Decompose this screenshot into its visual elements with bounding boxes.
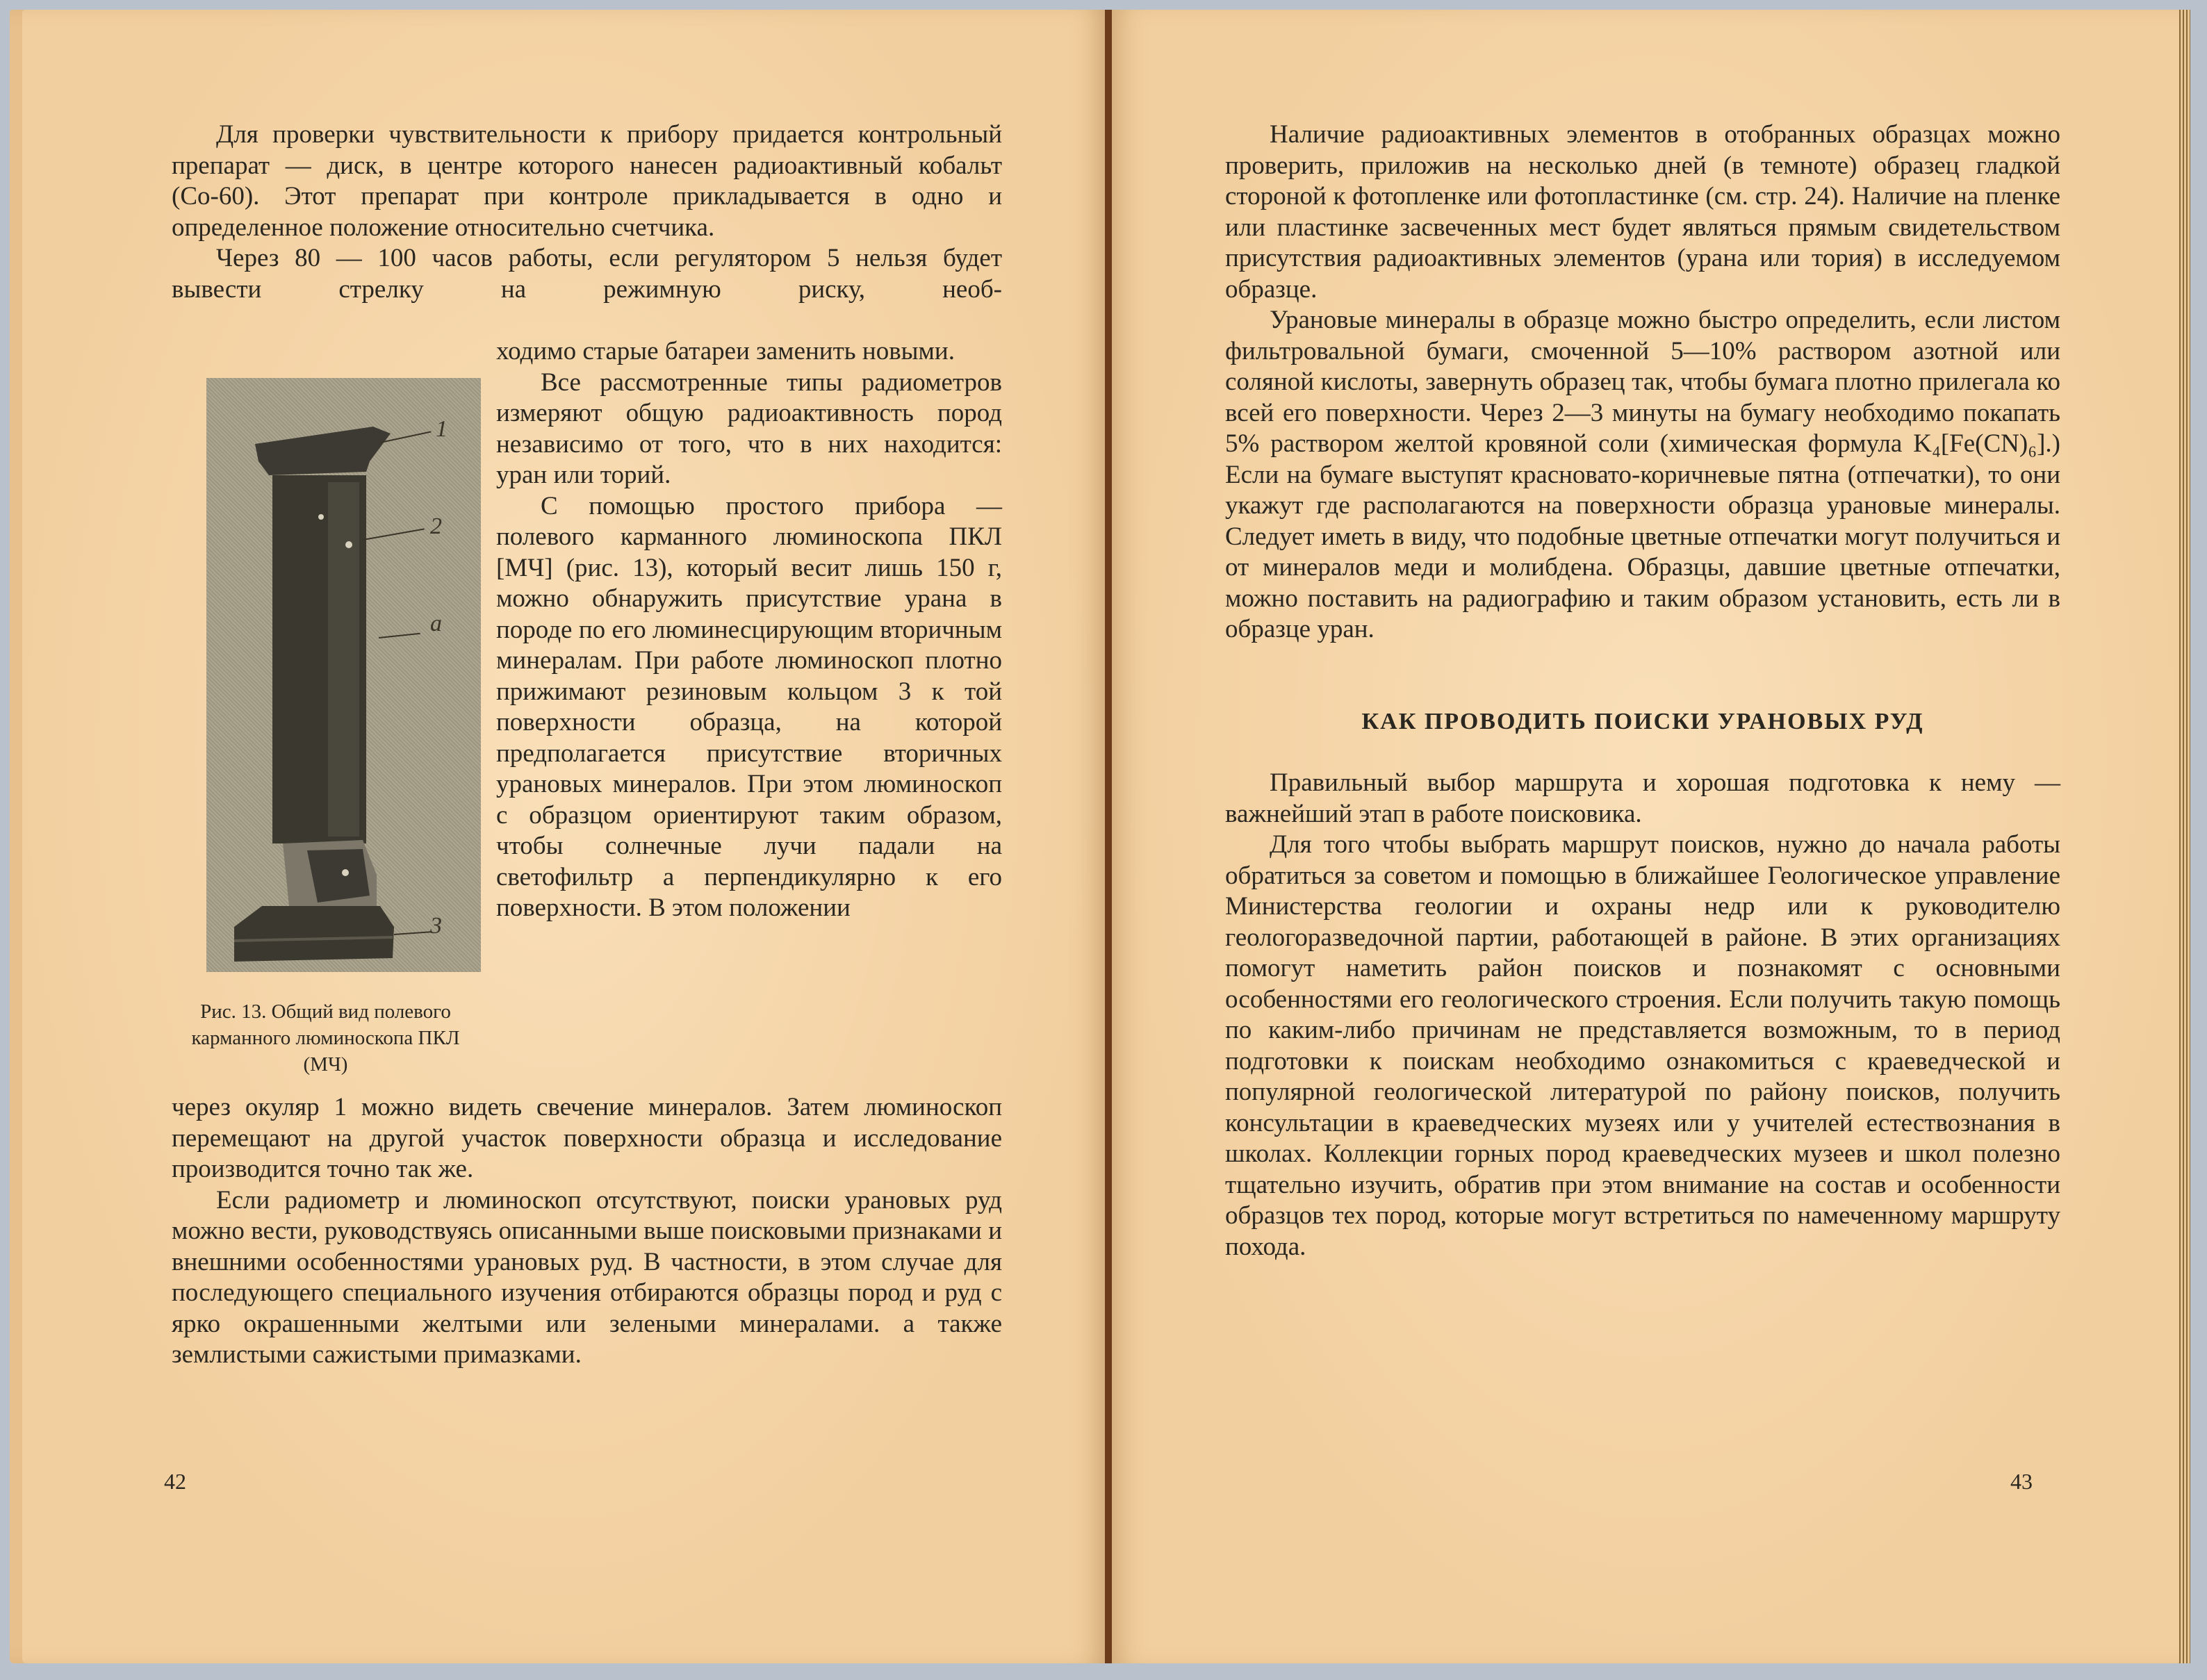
paragraph: Если радиометр и люминоскоп отсутствуют, поиски урановых руд можно вести, руководствуясь описанными выше поисковыми признаками и внешними особенностями урановых руд. В частности, в этом случае для последующего специального изучения отбираются образцы пород и руд с ярко окрашенными желтыми или зелеными минералами. а также землистыми сажистыми примазками. xyxy=(172,1185,1002,1369)
page-stack-edge xyxy=(2179,10,2190,1663)
paragraph: Для того чтобы выбрать маршрут поисков, нужно до начала работы обратиться за советом и помощью в ближайшее Геологическое управление Министерства геологии и охраны недр или к руководителю геологоразведочной партии, работающей в районе. В этих организациях помогут наметить район поисков и познакомят с основными особенностями его геологического строения. Если получить такую помощь по каким-либо причинам не представляется возможным, то в период подготовки к поискам необходимо ознакомиться с краеведческой и популярной геологической литературой по району поисков, получить консультации в краеведческих музеях или у учителей естествознания в школах. Коллекции горных пород краеведческих музеев и школ полезно тщательно изучить, обратив при этом внимание на состав и особенности образцов тех пород, которые могут встретиться по намеченному маршруту похода. xyxy=(1225,830,2060,1261)
left-side-text xyxy=(496,336,1002,924)
right-page xyxy=(1112,10,2190,1663)
paragraph: Правильный выбор маршрута и хорошая подготовка к нему — важнейший этап в работе поисковика. xyxy=(1225,768,2060,828)
figure-caption: Рис. 13. Общий вид полевого карманного люминоскопа ПКЛ (МЧ) xyxy=(191,1000,460,1076)
left-page xyxy=(10,10,1106,1663)
left-top-text xyxy=(172,120,1002,305)
luminoscope-illustration xyxy=(206,378,481,972)
paragraph: ходимо старые батареи заменить новыми. xyxy=(496,337,955,365)
right-text xyxy=(1225,120,2060,1262)
paragraph: Урановые минералы в образце можно быстро определить, если листом фильтровальной бумаги, смоченной 5—10% раствором азотной или соляной кислоты, завернуть образец так, чтобы бумага плотно прилегала ко всей его поверхности. Через 2—3 минуты на бумагу необходимо покапать 5% раствором желтой кровяной соли (химическая формула K₄[Fe(CN)₆].) Если на бумаге выступят красновато-коричневые пятна (отпечатки), то они укажут где располагаются на поверхности образца урановые минералы. Следует иметь в виду, что подобные цветные отпечатки могут получиться и от минералов меди и молибдена. Образцы, давшие цветные отпечатки, можно поставить на радиографию и таким образом установить, есть ли в образце уран. xyxy=(1225,306,2060,643)
figure-label-3: 3 xyxy=(430,913,442,939)
figure-label-1: 1 xyxy=(436,416,448,442)
page-number-left: 42 xyxy=(164,1469,186,1494)
book-gutter xyxy=(1105,10,1112,1663)
paragraph: через окуляр 1 можно видеть свечение минералов. Затем люминоскоп перемещают на другой участок поверхности образца и исследование производится точно так же. xyxy=(172,1093,1002,1183)
figure-label-a: а xyxy=(430,611,442,636)
paragraph: Наличие радиоактивных элементов в отобранных образцах можно проверить, приложив на несколько дней (в темноте) образец гладкой стороной к фотопленке или фотопластинке (см. стр. 24). Наличие на пленке или пластинке засвеченных мест будет являться прямым свидетельством присутствия радиоактивных элементов (урана или тория) в исследуемом образце. xyxy=(1225,120,2060,304)
paragraph: Для проверки чувствительности к прибору придается контрольный препарат — диск, в центре которого нанесен радиоактивный кобальт (Со-60). Этот препарат при контроле прикладывается в одно и определенное положение относительно счетчика. xyxy=(172,120,1002,242)
left-bottom-text xyxy=(172,1092,1002,1371)
page-number-right: 43 xyxy=(2010,1469,2033,1494)
section-heading: КАК ПРОВОДИТЬ ПОИСКИ УРАНОВЫХ РУД xyxy=(1361,708,1924,734)
figure-luminoscope-photo xyxy=(206,378,481,972)
paragraph: Все рассмотренные типы радиометров измеряют общую радиоактивность пород независимо от того, что в них находится: уран или торий. xyxy=(496,368,1002,489)
paragraph: Через 80 — 100 часов работы, если регулятором 5 нельзя будет вывести стрелку на режимную риску, необ- xyxy=(172,244,1002,304)
paragraph: С помощью простого прибора — полевого карманного люминоскопа ПКЛ [МЧ] (рис. 13), который весит лишь 150 г, можно обнаружить присутствие урана в породе по его люминесцирующим вторичным минералам. При работе люминоскоп плотно прижимают резиновым кольцом 3 к той поверхности образца, на которой предполагается присутствие вторичных урановых минералов. При этом люминоскоп с образцом ориентируют таким образом, чтобы солнечные лучи падали на светофильтр а перпендикулярно к его поверхности. В этом положении xyxy=(496,491,1002,922)
figure-label-2: 2 xyxy=(430,513,442,539)
